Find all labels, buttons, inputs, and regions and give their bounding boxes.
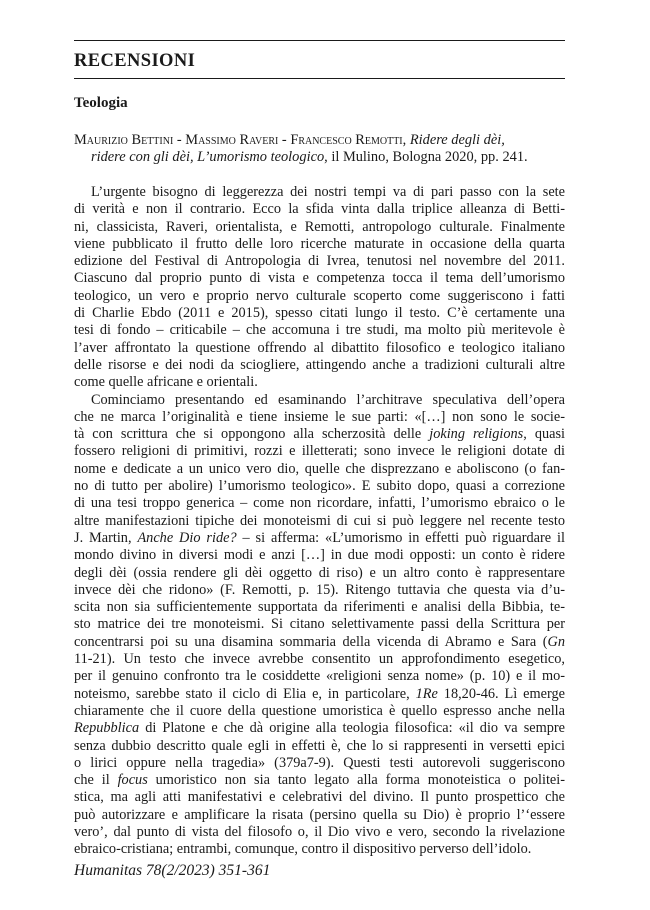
text-segment: concentrarsi poi su una disamina sommaria della vicenda di Abramo e Sara ( bbox=[74, 633, 548, 650]
body-line bbox=[74, 789, 565, 806]
body-line bbox=[74, 703, 565, 720]
text-segment: L’urgente bisogno di leggerezza dei nostri tempi va di pari passo con la sete bbox=[91, 184, 565, 200]
text-segment: nome e dedicate a un unico vero dio, quelle che disprezzano e aboliscono (o fan- bbox=[74, 460, 565, 477]
body-line bbox=[74, 443, 565, 460]
italic-term: joking religions bbox=[429, 426, 524, 443]
text-segment: di Charlie Ebdo (2011 e 2015), spesso citati lungo il testo. C’è certamente una bbox=[74, 305, 565, 322]
text-segment: come quelle africane e orientali. bbox=[74, 374, 258, 391]
body-line bbox=[74, 340, 565, 357]
text-segment: umoristico non sia tanto legato alla forma monoteistica o politei- bbox=[147, 772, 565, 789]
text-segment: altre manifestazioni tipiche dei monoteismi di cui si può leggere nel recente testo bbox=[74, 512, 565, 529]
text-segment: – si afferma: «L’umorismo in effetti può riguardare il bbox=[236, 529, 565, 546]
text-segment: delle risorse e dei nodi da sciogliere, attingendo anche a tradizioni culturali altre bbox=[74, 356, 565, 373]
text-segment: l’aver affrontato la questione offrendo al dibattito filosofico e teologico italiano bbox=[74, 339, 565, 356]
text-segment: scita non sia sufficientemente supportata da riferimenti e analisi della Bibbia, te- bbox=[74, 599, 565, 616]
body-line bbox=[74, 547, 565, 564]
body-line bbox=[74, 322, 565, 339]
header-rule-top bbox=[74, 40, 565, 41]
body-line bbox=[74, 668, 565, 685]
text-segment: chiaramente che il cuore della questione umoristica è quello espresso anche nella bbox=[74, 702, 565, 719]
text-segment: J. Martin, bbox=[74, 529, 138, 546]
body-line bbox=[74, 426, 565, 443]
body-line bbox=[74, 616, 565, 633]
body-line bbox=[74, 253, 565, 270]
text-segment: sto matrice dei tre monoteismi. Si citano selettivamente passi della Scrittura per bbox=[74, 616, 565, 633]
text-segment: ni, classicista, Raveri, orientalista, e Remotti, antropologo culturale. Finalmente bbox=[74, 218, 565, 235]
text-segment: ebraico-cristiana; entrambi, comunque, contro il dispositivo perverso dell’idolo. bbox=[74, 841, 532, 858]
text-segment: di Platone e che dà origine alla teologia filosofica: «il dio va sempre bbox=[139, 720, 565, 737]
body-line bbox=[74, 686, 565, 703]
text-segment: , quasi bbox=[523, 426, 565, 443]
body-line bbox=[74, 392, 565, 409]
body-line bbox=[74, 720, 565, 737]
italic-term: Gn bbox=[547, 633, 565, 650]
body-line bbox=[74, 755, 565, 772]
body-line bbox=[74, 565, 565, 582]
italic-term: 1Re bbox=[415, 685, 438, 702]
running-header: RECENSIONI bbox=[74, 51, 196, 71]
body-line bbox=[74, 513, 565, 530]
text-segment: no di tutto per abolire) l’umorismo teologico». E subito dopo, quasi a correzione bbox=[74, 478, 565, 495]
body-line bbox=[74, 651, 565, 668]
text-segment: fossero religioni di primitivi, rozzi e illetterati; sono invece le religioni dotate di bbox=[74, 443, 565, 460]
body-line bbox=[74, 461, 565, 478]
citation-publisher: , il Mulino, Bologna 2020, pp. 241. bbox=[324, 149, 528, 165]
text-segment: invece dèi che ridono» (F. Remotti, p. 15). Ritengo tuttavia che questa via d’u- bbox=[74, 581, 565, 598]
text-segment: viene pubblicato il frutto delle loro ricerche maturate in occasione della quarta bbox=[74, 235, 565, 252]
text-segment: edizione del Festival di Antropologia di Ivrea, tenutosi nel novembre del 2011. bbox=[74, 253, 565, 270]
text-segment: di verità e non il contrario. Ecco la sfida vinta dalla triplice alleanza di Betti- bbox=[74, 201, 565, 218]
review-body-text bbox=[74, 184, 565, 859]
body-line bbox=[74, 582, 565, 599]
body-line bbox=[74, 288, 565, 305]
body-line bbox=[74, 236, 565, 253]
body-line bbox=[74, 634, 565, 651]
body-line bbox=[74, 219, 565, 236]
citation-title-part-2: ridere con gli dèi, L’umorismo teologico bbox=[91, 149, 325, 165]
text-segment: tà con scrittura che si oppongono alla scherzosità delle bbox=[74, 426, 430, 443]
text-segment: senza dubbio descritto quale egli in effetti è, che lo si rappresenti in versetti epici bbox=[74, 737, 565, 754]
journal-footer: Humanitas 78(2/2023) 351-361 bbox=[74, 862, 271, 879]
text-segment: che ne marca l’originalità e tiene insieme le sue parti: «[…] non sono le socie- bbox=[74, 408, 565, 425]
body-line bbox=[74, 270, 565, 287]
text-segment: che il bbox=[74, 772, 118, 789]
text-segment: degli dèi (ossia rendere gli dèi oggetto di riso) e un altro conto è rappresentare bbox=[74, 564, 565, 581]
text-segment: 18,20-46. Lì emerge bbox=[437, 685, 565, 702]
body-line bbox=[74, 305, 565, 322]
text-segment: Ciascuno dal proprio punto di vista e competenza tocca il tema dell’umorismo bbox=[74, 270, 565, 287]
text-segment: 11-21). Un testo che invece avrebbe consentito un approfondimento esegetico, bbox=[74, 651, 565, 668]
text-segment: tesi di fondo – criticabile – che accomuna i tre studi, ma molto più meritevole è bbox=[74, 322, 565, 339]
text-segment: Cominciamo presentando ed esaminando l’architrave speculativa dell’opera bbox=[91, 391, 565, 408]
page-content bbox=[74, 40, 565, 859]
section-title: Teologia bbox=[74, 95, 128, 111]
citation-line-1 bbox=[74, 132, 565, 149]
body-line bbox=[74, 374, 565, 391]
body-line bbox=[74, 530, 565, 547]
body-line bbox=[74, 409, 565, 426]
text-segment: stica, ma agli atti manifestativi e celebrativi del divino. Il punto prospettico che bbox=[74, 789, 565, 806]
body-line bbox=[74, 738, 565, 755]
italic-term: Anche Dio ride? bbox=[137, 529, 237, 546]
body-line bbox=[74, 357, 565, 374]
italic-term: Repubblica bbox=[74, 720, 140, 737]
body-line bbox=[74, 495, 565, 512]
body-line bbox=[74, 841, 565, 858]
body-line bbox=[74, 184, 565, 201]
text-segment: per il genuino confronto tra le cosiddette «religioni senza nome» (p. 10) e il mo- bbox=[74, 668, 565, 685]
body-line bbox=[74, 772, 565, 789]
body-line bbox=[74, 201, 565, 218]
text-segment: o lirici oppure nella tragedia» (379a7-9). Questi testi autorevoli suggeriscono bbox=[74, 754, 565, 771]
body-line bbox=[74, 807, 565, 824]
citation-line-2 bbox=[74, 149, 565, 166]
italic-term: focus bbox=[117, 772, 148, 789]
header-rule-bottom bbox=[74, 78, 565, 79]
citation-title-part-1: Ridere degli dèi, bbox=[409, 132, 505, 148]
text-segment: teologico, un vero e proprio nervo culturale scoperto come suggeriscono i fatti bbox=[74, 287, 565, 304]
body-line bbox=[74, 478, 565, 495]
citation-authors: Maurizio Bettini - Massimo Raveri - Francesco Remotti, bbox=[74, 132, 407, 148]
bibliographic-citation bbox=[74, 132, 565, 166]
body-line bbox=[74, 824, 565, 841]
body-line bbox=[74, 599, 565, 616]
text-segment: vero’, dal punto di vista del filosofo o, il Dio vivo e vero, secondo la rivelazione bbox=[74, 823, 565, 840]
text-segment: di una tesi troppo generica – come non ricordare, infatti, l’umorismo ebraico o le bbox=[74, 495, 565, 512]
text-segment: mondo divino in diversi modi e anzi […] in due modi opposti: un conto è ridere bbox=[74, 547, 565, 564]
text-segment: può autorizzare e amplificare la risata (persino quella su Dio) è proprio l’‘essere bbox=[74, 806, 565, 823]
text-segment: noteismo, sarebbe stato il ciclo di Elia e, in particolare, bbox=[74, 685, 416, 702]
